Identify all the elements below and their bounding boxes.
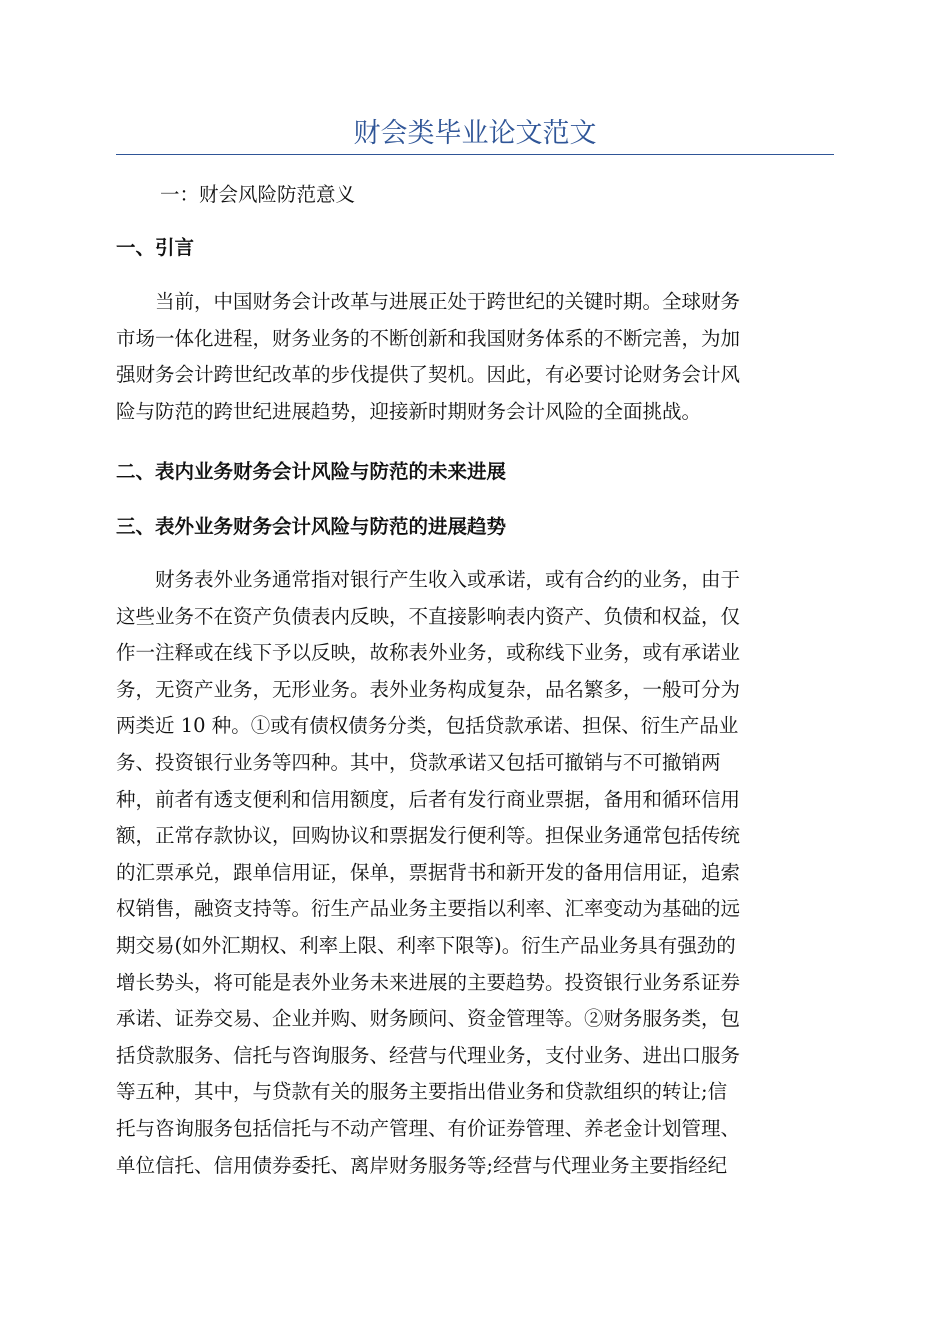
paragraph-line: 托与咨询服务包括信托与不动产管理、有价证券管理、养老金计划管理、 bbox=[116, 1116, 741, 1140]
paragraph-line: 等五种，其中，与贷款有关的服务主要指出借业务和贷款组织的转让;信 bbox=[116, 1080, 728, 1104]
body-paragraph bbox=[116, 562, 834, 1184]
paragraph-line: 当前，中国财务会计改革与进展正处于跨世纪的关键时期。全球财务 bbox=[116, 290, 741, 313]
subtitle: 一：财会风险防范意义 bbox=[160, 183, 356, 206]
intro-paragraph bbox=[116, 284, 834, 430]
section-heading-intro: 一、引言 bbox=[116, 236, 195, 259]
paragraph-line: 作一注释或在线下予以反映，故称表外业务，或称线下业务，或有承诺业 bbox=[116, 641, 741, 665]
paragraph-line: 增长势头，将可能是表外业务未来进展的主要趋势。投资银行业务系证券 bbox=[116, 970, 741, 994]
paragraph-line: 单位信托、信用债券委托、离岸财务服务等;经营与代理业务主要指经纪 bbox=[116, 1153, 728, 1177]
paragraph-line: 市场一体化进程，财务业务的不断创新和我国财务体系的不断完善，为加 bbox=[116, 326, 741, 350]
paragraph-line: 期交易(如外汇期权、利率上限、利率下限等)。衍生产品业务具有强劲的 bbox=[116, 933, 736, 957]
paragraph-line: 务，无资产业务，无形业务。表外业务构成复杂，品名繁多，一般可分为 bbox=[116, 677, 741, 701]
section-heading-2: 二、表内业务财务会计风险与防范的未来进展 bbox=[116, 460, 507, 483]
paragraph-line: 种，前者有透支便利和信用额度，后者有发行商业票据，备用和循环信用 bbox=[116, 787, 741, 811]
section-heading-3: 三、表外业务财务会计风险与防范的进展趋势 bbox=[116, 515, 507, 538]
paragraph-line: 两类近 10 种。①或有债权债务分类，包括贷款承诺、担保、衍生产品业 bbox=[116, 714, 739, 738]
paragraph-line: 财务表外业务通常指对银行产生收入或承诺，或有合约的业务，由于 bbox=[116, 568, 741, 591]
paragraph-line: 险与防范的跨世纪进展趋势，迎接新时期财务会计风险的全面挑战。 bbox=[116, 399, 702, 423]
title-underline bbox=[116, 154, 834, 155]
paragraph-line: 权销售，融资支持等。衍生产品业务主要指以利率、汇率变动为基础的远 bbox=[116, 897, 741, 921]
paragraph-line: 强财务会计跨世纪改革的步伐提供了契机。因此，有必要讨论财务会计风 bbox=[116, 363, 741, 387]
paragraph-line: 务、投资银行业务等四种。其中，贷款承诺又包括可撤销与不可撤销两 bbox=[116, 750, 721, 774]
paragraph-line: 额，正常存款协议，回购协议和票据发行便利等。担保业务通常包括传统 bbox=[116, 824, 741, 848]
paragraph-line: 承诺、证券交易、企业并购、财务顾问、资金管理等。②财务服务类，包 bbox=[116, 1007, 741, 1031]
paragraph-line: 这些业务不在资产负债表内反映，不直接影响表内资产、负债和权益，仅 bbox=[116, 604, 741, 628]
paragraph-line: 的汇票承兑，跟单信用证，保单，票据背书和新开发的备用信用证，追索 bbox=[116, 860, 741, 884]
paragraph-line: 括贷款服务、信托与咨询服务、经营与代理业务，支付业务、进出口服务 bbox=[116, 1043, 741, 1067]
document-title: 财会类毕业论文范文 bbox=[353, 118, 597, 149]
